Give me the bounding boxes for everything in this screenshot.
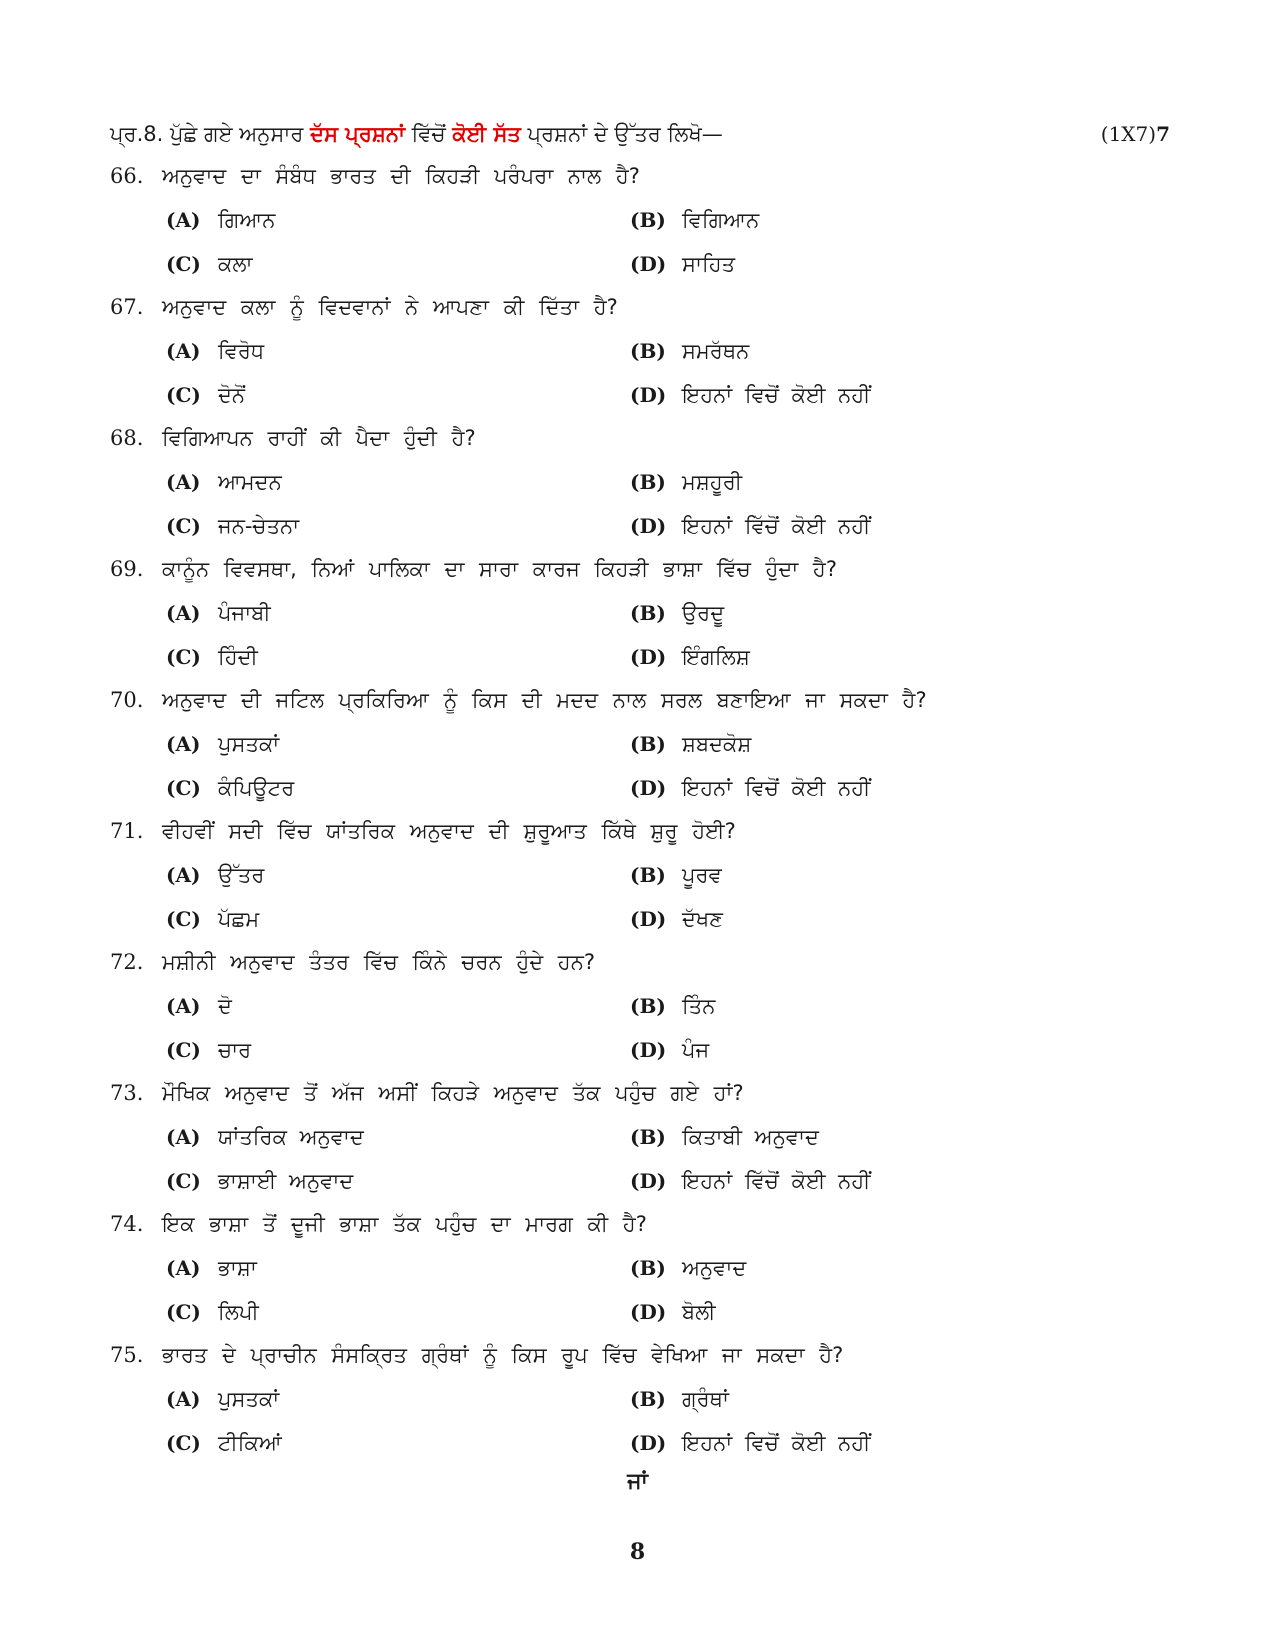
option-row [110, 1290, 1170, 1334]
option-label: (A) [166, 601, 201, 625]
option-text: ਦੱਖਣ [682, 907, 723, 931]
question-item [110, 155, 1170, 286]
option-text: ਯਾਂਤਰਿਕ ਅਨੁਵਾਦ [218, 1125, 364, 1149]
instruction-suffix: ਪ੍ਰਸ਼ਨਾਂ ਦੇ ਉੱਤਰ ਲਿਖੋ— [520, 122, 723, 146]
question-text: ਅਨੁਵਾਦ ਦੀ ਜਟਿਲ ਪ੍ਰਕਿਰਿਆ ਨੂੰ ਕਿਸ ਦੀ ਮਦਦ ਨਾਲ ਸਰਲ ਬਣਾਇਆ ਜਾ ਸਕਦਾ ਹੈ? [162, 688, 927, 712]
question-item [110, 1334, 1170, 1465]
question-line [110, 679, 1170, 722]
option-label: (B) [630, 208, 666, 232]
option-row [110, 373, 1170, 417]
option-label: (B) [630, 732, 666, 756]
answer-option [630, 1159, 870, 1203]
answer-option [630, 1290, 716, 1334]
question-item [110, 679, 1170, 810]
answer-option [630, 1246, 746, 1290]
question-item [110, 810, 1170, 941]
answer-option [166, 1159, 353, 1203]
option-text: ਕਲਾ [218, 252, 253, 276]
option-label: (B) [630, 1387, 666, 1411]
question-number: 67. [110, 295, 144, 319]
option-row [110, 1421, 1170, 1465]
option-label: (D) [630, 252, 667, 276]
answer-option [166, 635, 258, 679]
answer-option [630, 1028, 709, 1072]
answer-option [166, 1421, 282, 1465]
answer-option [630, 591, 724, 635]
option-row [110, 1377, 1170, 1421]
question-text: ਕਾਨੂੰਨ ਵਿਵਸਥਾ, ਨਿਆਂ ਪਾਲਿਕਾ ਦਾ ਸਾਰਾ ਕਾਰਜ ਕਿਹੜੀ ਭਾਸ਼ਾ ਵਿੱਚ ਹੁੰਦਾ ਹੈ? [162, 557, 837, 581]
question-number: 69. [110, 557, 144, 581]
answer-option [630, 1421, 870, 1465]
question-text: ਮੌਖਿਕ ਅਨੁਵਾਦ ਤੋਂ ਅੱਜ ਅਸੀਂ ਕਿਹੜੇ ਅਨੁਵਾਦ ਤੱਕ ਪਹੁੰਚ ਗਏ ਹਾਂ? [162, 1081, 744, 1105]
option-label: (C) [166, 1431, 201, 1455]
option-label: (B) [630, 339, 666, 363]
answer-option [630, 504, 870, 548]
answer-option [166, 1246, 257, 1290]
option-label: (C) [166, 514, 201, 538]
option-label: (D) [630, 383, 667, 407]
option-text: ਚਾਰ [218, 1038, 252, 1062]
answer-option [166, 591, 271, 635]
option-label: (C) [166, 907, 201, 931]
answer-option [630, 1115, 819, 1159]
option-text: ਉੱਤਰ [218, 863, 265, 887]
option-text: ਆਮਦਨ [218, 470, 282, 494]
answer-option [166, 504, 299, 548]
option-label: (C) [166, 1300, 201, 1324]
option-row [110, 591, 1170, 635]
answer-option [630, 897, 723, 941]
question-text: ਵਿਗਿਆਪਨ ਰਾਹੀਂ ਕੀ ਪੈਦਾ ਹੁੰਦੀ ਹੈ? [162, 426, 476, 450]
question-line [110, 1072, 1170, 1115]
option-text: ਪੂਰਵ [682, 863, 722, 887]
question-line [110, 1203, 1170, 1246]
option-row [110, 460, 1170, 504]
option-text: ਵਿਰੋਧ [218, 339, 265, 363]
question-item [110, 1072, 1170, 1203]
option-text: ਸ਼ਬਦਕੋਸ਼ [682, 732, 752, 756]
question-number: 72. [110, 950, 144, 974]
answer-option [166, 329, 264, 373]
answer-option [630, 722, 751, 766]
answer-option [166, 198, 275, 242]
option-text: ਦੋਨੋਂ [218, 383, 246, 407]
option-text: ਇਹਨਾਂ ਵਿਚੋਂ ਕੋਈ ਨਹੀਂ [682, 383, 871, 407]
option-label: (D) [630, 907, 667, 931]
question-number: 66. [110, 164, 144, 188]
option-label: (A) [166, 732, 201, 756]
option-label: (D) [630, 1300, 667, 1324]
option-text: ਪੁਸਤਕਾਂ [218, 732, 280, 756]
answer-option [630, 766, 870, 810]
option-text: ਗਿਆਨ [218, 208, 276, 232]
option-text: ਮਸ਼ਹੂਰੀ [682, 470, 743, 494]
answer-option [166, 1028, 251, 1072]
option-label: (B) [630, 1256, 666, 1280]
option-text: ਅਨੁਵਾਦ [682, 1256, 747, 1280]
answer-option [630, 242, 735, 286]
option-text: ਤਿੰਨ [682, 994, 716, 1018]
instruction-highlight-any: ਕੋਈ ਸੱਤ [452, 122, 521, 146]
option-text: ਪੱਛਮ [218, 907, 260, 931]
option-row [110, 1159, 1170, 1203]
option-label: (D) [630, 514, 667, 538]
option-text: ਪੰਜ [682, 1038, 710, 1062]
instruction-highlight-count: ਦੱਸ ਪ੍ਰਸ਼ਨਾਂ [310, 122, 405, 146]
question-number: 71. [110, 819, 144, 843]
question-number: 75. [110, 1343, 144, 1367]
option-row [110, 198, 1170, 242]
option-label: (A) [166, 339, 201, 363]
question-text: ਵੀਹਵੀਂ ਸਦੀ ਵਿੱਚ ਯਾਂਤਰਿਕ ਅਨੁਵਾਦ ਦੀ ਸ਼ੁਰੂਆਤ ਕਿੱਥੇ ਸ਼ੁਰੂ ਹੋਈ? [162, 819, 736, 843]
question-item [110, 1203, 1170, 1334]
option-text: ਇਹਨਾਂ ਵਿੱਚੋਂ ਕੋਈ ਨਹੀਂ [682, 1169, 871, 1193]
option-row [110, 766, 1170, 810]
option-label: (B) [630, 1125, 666, 1149]
question-number: 73. [110, 1081, 144, 1105]
answer-option [166, 1377, 279, 1421]
question-text: ਭਾਰਤ ਦੇ ਪ੍ਰਾਚੀਨ ਸੰਸਕ੍ਰਿਤ ਗ੍ਰੰਥਾਂ ਨੂੰ ਕਿਸ ਰੂਪ ਵਿੱਚ ਵੇਖਿਆ ਜਾ ਸਕਦਾ ਹੈ? [162, 1343, 844, 1367]
marks-formula: (1X7) [1100, 122, 1157, 146]
option-label: (A) [166, 470, 201, 494]
question-line [110, 810, 1170, 853]
option-text: ਸਮਰੱਥਨ [682, 339, 750, 363]
or-separator: ਜਾਂ [627, 1469, 648, 1494]
answer-option [166, 766, 294, 810]
option-text: ਟੀਕਿਆਂ [218, 1431, 282, 1455]
option-label: (A) [166, 994, 201, 1018]
option-row [110, 635, 1170, 679]
option-label: (A) [166, 1256, 201, 1280]
option-text: ਜਨ-ਚੇਤਨਾ [218, 514, 300, 538]
option-row [110, 897, 1170, 941]
option-text: ਪੰਜਾਬੀ [218, 601, 271, 625]
answer-option [166, 373, 245, 417]
option-row [110, 853, 1170, 897]
answer-option [166, 460, 282, 504]
option-text: ਵਿਗਿਆਨ [682, 208, 760, 232]
option-label: (B) [630, 863, 666, 887]
question-line [110, 286, 1170, 329]
question-line [110, 548, 1170, 591]
question-line [110, 155, 1170, 198]
option-text: ਭਾਸ਼ਾ [218, 1256, 257, 1280]
option-text: ਭਾਸ਼ਾਈ ਅਨੁਵਾਦ [218, 1169, 354, 1193]
answer-option [630, 853, 722, 897]
option-text: ਇਹਨਾਂ ਵਿਚੋਂ ਕੋਈ ਨਹੀਂ [682, 1431, 871, 1455]
option-row [110, 1246, 1170, 1290]
option-text: ਇਹਨਾਂ ਵਿਚੋਂ ਕੋਈ ਨਹੀਂ [682, 776, 871, 800]
answer-option [166, 722, 279, 766]
option-label: (A) [166, 863, 201, 887]
answer-option [166, 984, 232, 1028]
option-label: (C) [166, 1169, 201, 1193]
marks-total: 7 [1156, 122, 1170, 146]
option-text: ਇਹਨਾਂ ਵਿੱਚੋਂ ਕੋਈ ਨਹੀਂ [682, 514, 871, 538]
option-text: ਉਰਦੂ [682, 601, 725, 625]
answer-option [630, 329, 749, 373]
question-text: ਅਨੁਵਾਦ ਦਾ ਸੰਬੰਧ ਭਾਰਤ ਦੀ ਕਿਹੜੀ ਪਰੰਪਰਾ ਨਾਲ ਹੈ? [162, 164, 640, 188]
question-line [110, 941, 1170, 984]
question-item [110, 548, 1170, 679]
answer-option [630, 460, 742, 504]
option-label: (D) [630, 1431, 667, 1455]
question-number: 74. [110, 1212, 144, 1236]
option-label: (B) [630, 470, 666, 494]
option-row [110, 329, 1170, 373]
answer-option [166, 1290, 259, 1334]
option-row [110, 984, 1170, 1028]
option-text: ਬੋਲੀ [682, 1300, 716, 1324]
answer-option [166, 1115, 364, 1159]
question-item [110, 286, 1170, 417]
option-text: ਸਾਹਿਤ [682, 252, 736, 276]
answer-option [630, 984, 715, 1028]
question-text: ਮਸ਼ੀਨੀ ਅਨੁਵਾਦ ਤੰਤਰ ਵਿੱਚ ਕਿੰਨੇ ਚਰਨ ਹੁੰਦੇ ਹਨ? [162, 950, 595, 974]
question-number: 70. [110, 688, 144, 712]
question-text: ਅਨੁਵਾਦ ਕਲਾ ਨੂੰ ਵਿਦਵਾਨਾਂ ਨੇ ਆਪਣਾ ਕੀ ਦਿੱਤਾ ਹੈ? [162, 295, 618, 319]
option-text: ਕਿਤਾਬੀ ਅਨੁਵਾਦ [682, 1125, 819, 1149]
option-row [110, 1028, 1170, 1072]
option-text: ਹਿੰਦੀ [218, 645, 258, 669]
answer-option [166, 897, 259, 941]
option-label: (A) [166, 208, 201, 232]
option-text: ਪੁਸਤਕਾਂ [218, 1387, 280, 1411]
option-label: (C) [166, 383, 201, 407]
answer-option [630, 1377, 729, 1421]
question-item [110, 417, 1170, 548]
instruction-middle: ਵਿੱਚੋਂ [404, 122, 453, 146]
answer-option [166, 853, 264, 897]
option-label: (D) [630, 645, 667, 669]
marks-allocation [1101, 117, 1170, 151]
option-label: (D) [630, 1038, 667, 1062]
option-label: (D) [630, 1169, 667, 1193]
option-label: (A) [166, 1125, 201, 1149]
option-label: (A) [166, 1387, 201, 1411]
option-label: (D) [630, 776, 667, 800]
option-text: ਕੰਪਿਊਟਰ [218, 776, 295, 800]
option-row [110, 1115, 1170, 1159]
option-row [110, 504, 1170, 548]
option-label: (B) [630, 601, 666, 625]
question-line [110, 1334, 1170, 1377]
option-row [110, 722, 1170, 766]
page-number: 8 [629, 1539, 646, 1565]
section-instruction [110, 117, 1170, 151]
option-label: (C) [166, 776, 201, 800]
answer-option [630, 635, 750, 679]
answer-option [630, 373, 870, 417]
option-label: (C) [166, 252, 201, 276]
answer-option [166, 242, 253, 286]
option-label: (C) [166, 1038, 201, 1062]
question-line [110, 417, 1170, 460]
question-text: ਇਕ ਭਾਸ਼ਾ ਤੋਂ ਦੂਜੀ ਭਾਸ਼ਾ ਤੱਕ ਪਹੁੰਚ ਦਾ ਮਾਰਗ ਕੀ ਹੈ? [162, 1212, 647, 1236]
option-label: (B) [630, 994, 666, 1018]
answer-option [630, 198, 759, 242]
option-text: ਦੋ [218, 994, 232, 1018]
option-label: (C) [166, 645, 201, 669]
option-text: ਗ੍ਰੰਥਾਂ [682, 1387, 729, 1411]
option-text: ਇੰਗਲਿਸ਼ [682, 645, 750, 669]
instruction-prefix: ਪ੍ਰ.8. ਪੁੱਛੇ ਗਏ ਅਨੁਸਾਰ [110, 122, 311, 146]
option-row [110, 242, 1170, 286]
option-text: ਲਿਪੀ [218, 1300, 259, 1324]
question-number: 68. [110, 426, 144, 450]
question-list [110, 155, 1170, 1465]
question-item [110, 941, 1170, 1072]
